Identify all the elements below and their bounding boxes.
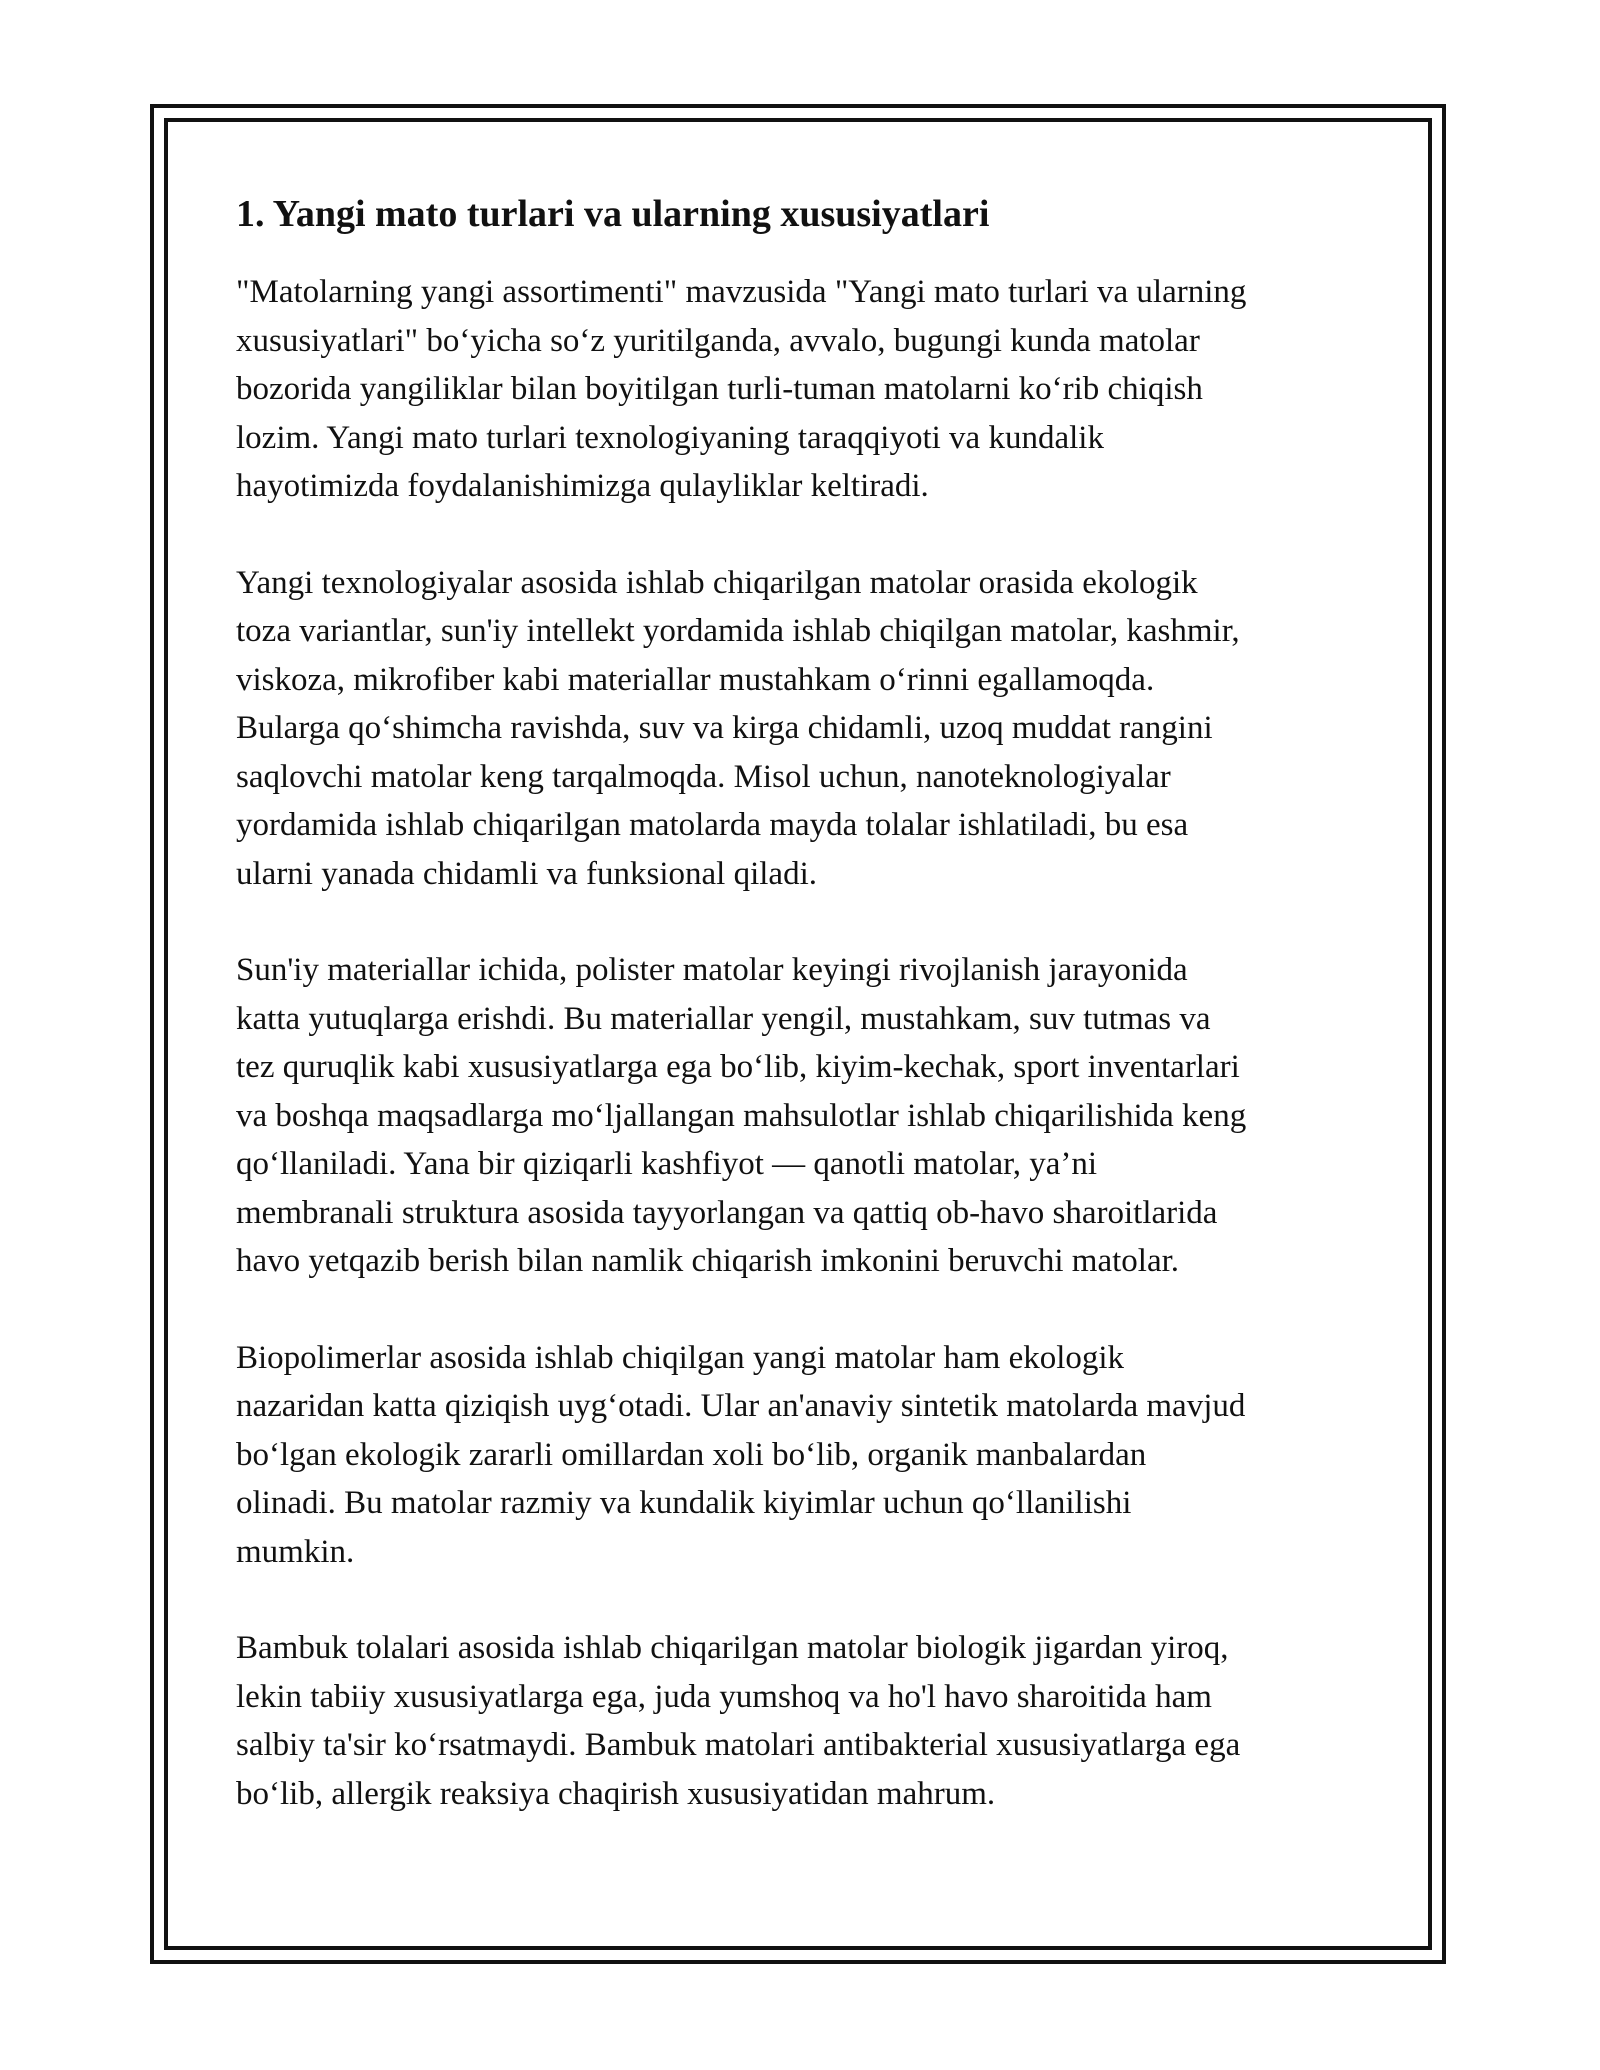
- text-line: qoʻllaniladi. Yana bir qiziqarli kashfiyot — qanotli matolar, ya’ni: [236, 1146, 1098, 1182]
- text-line: salbiy ta'sir koʻrsatmaydi. Bambuk matolari antibakterial xususiyatlarga ega: [236, 1727, 1241, 1763]
- text-line: mumkin.: [236, 1533, 355, 1570]
- text-line: viskoza, mikrofiber kabi materiallar mustahkam oʻrinni egallamoqda.: [236, 661, 1155, 698]
- text-line: boʻlib, allergik reaksiya chaqirish xususiyatidan mahrum.: [236, 1775, 996, 1812]
- text-line: "Matolarning yangi assortimenti" mavzusida "Yangi mato turlari va ularning: [236, 274, 1247, 310]
- paragraph-1: [236, 268, 1366, 511]
- paragraph-5: [236, 1624, 1366, 1818]
- text-line: saqlovchi matolar keng tarqalmoqda. Misol uchun, nanoteknologiyalar: [236, 758, 1171, 795]
- text-line: bozorida yangiliklar bilan boyitilgan turli-tuman matolarni koʻrib chiqish: [236, 371, 1203, 407]
- text-line: nazaridan katta qiziqish uygʻotadi. Ular an'anaviy sintetik matolarda mavjud: [236, 1388, 1246, 1424]
- text-line: tez quruqlik kabi xususiyatlarga ega boʻlib, kiyim-kechak, sport inventarlari: [236, 1049, 1240, 1085]
- text-line: Yangi texnologiyalar asosida ishlab chiqarilgan matolar orasida ekologik: [236, 564, 1198, 601]
- text-line: olinadi. Bu matolar razmiy va kundalik kiyimlar uchun qoʻllanilishi: [236, 1485, 1132, 1521]
- text-line: Sun'iy materiallar ichida, polister matolar keyingi rivojlanish jarayonida: [236, 952, 1188, 988]
- section-heading: 1. Yangi mato turlari va ularning xususiyatlari: [236, 193, 990, 235]
- text-line: Biopolimerlar asosida ishlab chiqilgan yangi matolar ham ekologik: [236, 1339, 1125, 1376]
- paragraph-4: [236, 1334, 1366, 1577]
- text-line: yordamida ishlab chiqarilgan matolarda mayda tolalar ishlatiladi, bu esa: [236, 807, 1189, 843]
- text-line: membranali struktura asosida tayyorlangan va qattiq ob-havo sharoitlarida: [236, 1194, 1218, 1231]
- text-line: havo yetqazib berish bilan namlik chiqarish imkonini beruvchi matolar.: [236, 1243, 1180, 1279]
- text-line: hayotimizda foydalanishimizga qulayliklar keltiradi.: [236, 468, 929, 504]
- text-line: va boshqa maqsadlarga moʻljallangan mahsulotlar ishlab chiqarilishida keng: [236, 1097, 1247, 1134]
- text-line: toza variantlar, sun'iy intellekt yordamida ishlab chiqilgan matolar, kashmir,: [236, 613, 1240, 649]
- text-line: boʻlgan ekologik zararli omillardan xoli boʻlib, organik manbalardan: [236, 1436, 1147, 1473]
- text-line: ularni yanada chidamli va funksional qiladi.: [236, 855, 817, 892]
- text-line: katta yutuqlarga erishdi. Bu materiallar yengil, mustahkam, suv tutmas va: [236, 1000, 1211, 1037]
- text-line: Bularga qoʻshimcha ravishda, suv va kirga chidamli, uzoq muddat rangini: [236, 710, 1213, 746]
- text-line: lekin tabiiy xususiyatlarga ega, juda yumshoq va ho'l havo sharoitida ham: [236, 1678, 1212, 1715]
- text-line: lozim. Yangi mato turlari texnologiyaning taraqqiyoti va kundalik: [236, 419, 1104, 456]
- paragraph-3: [236, 946, 1366, 1286]
- document-content: [236, 190, 1366, 1866]
- text-line: Bambuk tolalari asosida ishlab chiqarilgan matolar biologik jigardan yiroq,: [236, 1630, 1229, 1666]
- text-line: xususiyatlari" boʻyicha soʻz yuritilganda, avvalo, bugungi kunda matolar: [236, 322, 1200, 359]
- paragraph-2: [236, 559, 1366, 899]
